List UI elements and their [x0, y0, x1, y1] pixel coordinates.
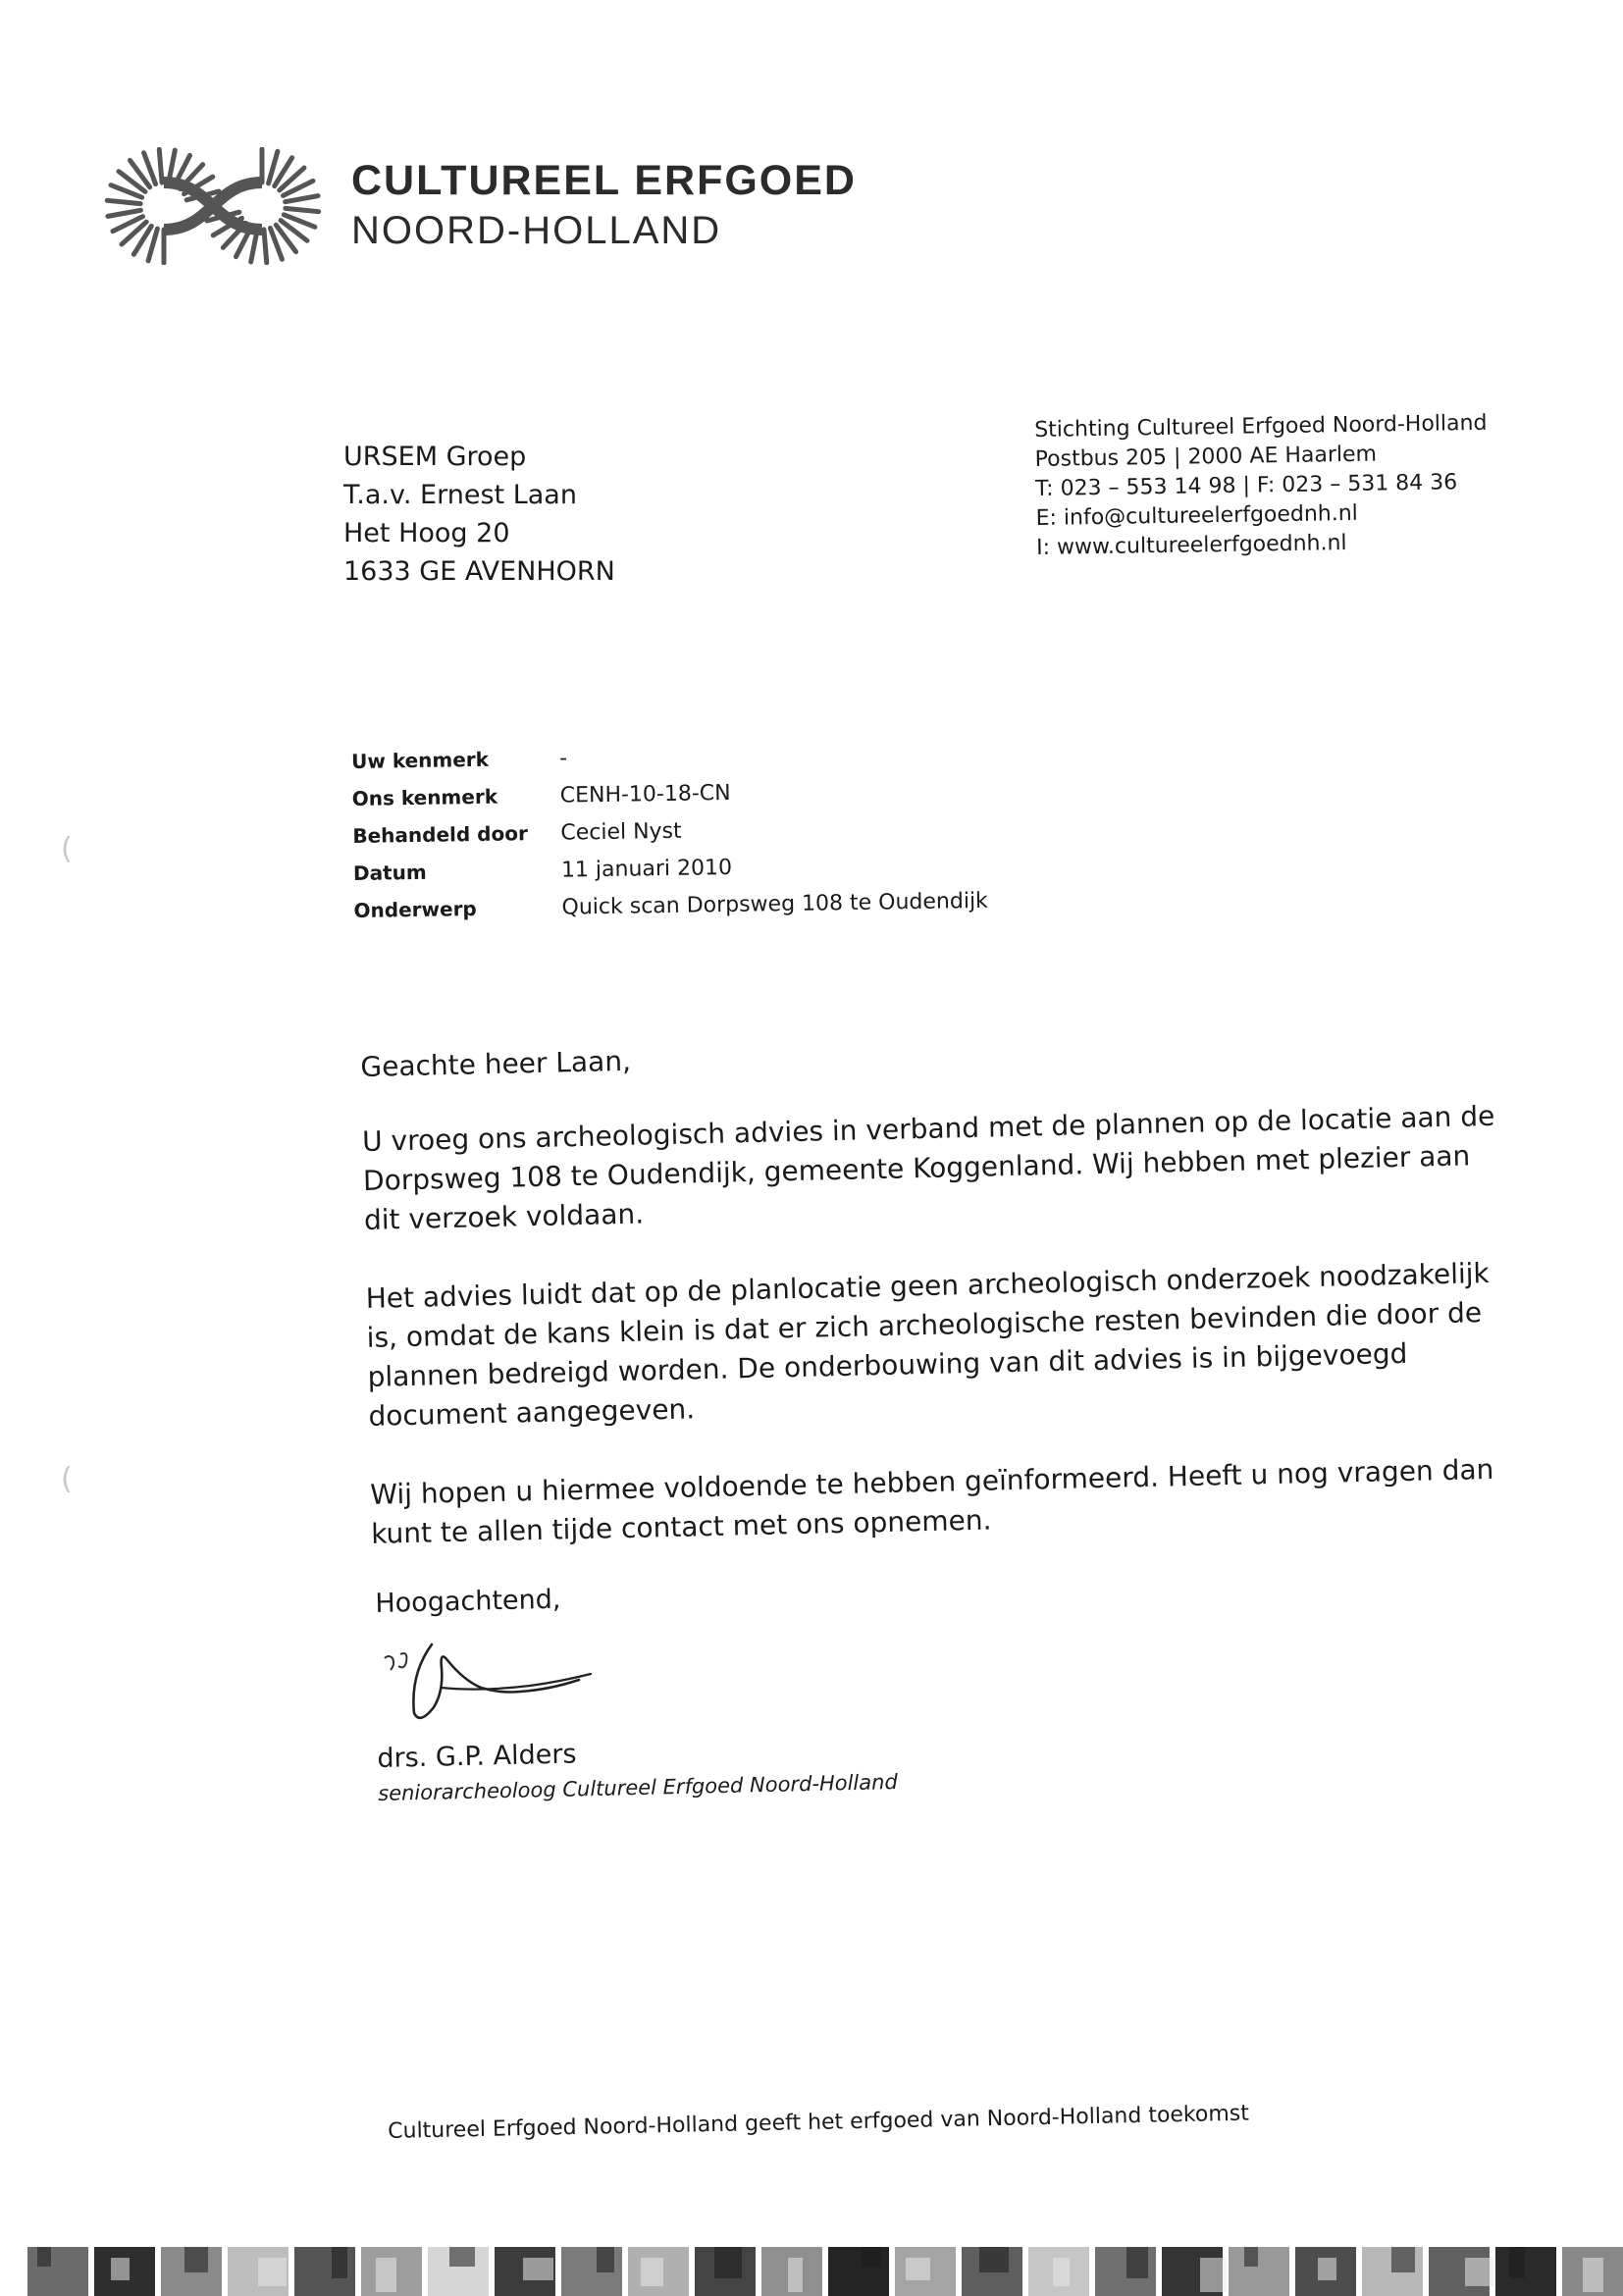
- photo-detail: [979, 2247, 1009, 2272]
- photo-thumbnail: [1495, 2247, 1556, 2296]
- letter-paragraph: U vroeg ons archeologisch advies in verband met de plannen op de locatie aan de Dorpsweg 108 te Oudendijk, gemeente Koggenland. Wij hebben met plezier aan dit verzoek voldaan.: [361, 1099, 1495, 1236]
- sender-line: T: 023 – 553 14 98 | F: 023 – 531 84 36: [1034, 470, 1458, 501]
- signer-title: seniorarcheoloog Cultureel Erfgoed Noord-Holland: [377, 1769, 899, 1805]
- organization-name-line2: NOORD-HOLLAND: [351, 209, 722, 252]
- logo-loop: [164, 183, 262, 230]
- sender-line: I: www.cultureelerfgoednh.nl: [1035, 531, 1347, 560]
- recipient-line: T.a.v. Ernest Laan: [343, 480, 577, 510]
- recipient-line: 1633 GE AVENHORN: [343, 556, 615, 587]
- scan-artifact: (: [61, 832, 73, 866]
- photo-detail: [862, 2247, 881, 2267]
- reference-value: 11 januari 2010: [560, 855, 733, 883]
- signer-name: drs. G.P. Alders: [377, 1739, 577, 1774]
- photo-detail: [1583, 2258, 1603, 2292]
- photo-detail: [523, 2258, 553, 2280]
- footer-tagline: Cultureel Erfgoed Noord-Holland geeft het erfgoed van Noord-Holland toekomst: [388, 2101, 1250, 2144]
- recipient-line: Het Hoog 20: [343, 518, 510, 548]
- reference-value: Ceciel Nyst: [560, 818, 682, 846]
- organization-logo-icon: [103, 147, 324, 265]
- recipient-address: [343, 438, 615, 591]
- reference-label: Uw kenmerk: [351, 747, 490, 773]
- photo-detail: [258, 2258, 287, 2286]
- letter-paragraph: Wij hopen u hiermee voldoende te hebben geïnformeerd. Heeft u nog vragen dan kunt te allen tijde contact met ons opnemen.: [369, 1452, 1494, 1550]
- photo-thumbnail: [1229, 2247, 1289, 2296]
- photo-detail: [1126, 2247, 1148, 2278]
- photo-detail: [449, 2247, 475, 2267]
- photo-detail: [1200, 2258, 1227, 2292]
- photo-thumbnail: [27, 2247, 88, 2296]
- photo-detail: [1053, 2258, 1070, 2286]
- photo-detail: [1244, 2247, 1258, 2267]
- letter-body: [360, 1022, 1510, 1593]
- letter-closing: Hoogachtend,: [375, 1584, 561, 1619]
- heritage-photo-strip-icon: [27, 2239, 1623, 2296]
- logo-ray: [286, 196, 318, 202]
- organization-name-line1: CULTUREEL ERFGOED: [351, 157, 857, 204]
- photo-detail: [376, 2258, 396, 2292]
- photo-detail: [1465, 2258, 1493, 2286]
- letter-greeting: Geachte heer Laan,: [360, 1044, 632, 1083]
- reference-table: [351, 740, 988, 936]
- photo-detail: [332, 2247, 347, 2278]
- sender-contact: [1034, 409, 1490, 563]
- reference-value: Quick scan Dorpsweg 108 te Oudendijk: [561, 888, 989, 920]
- handwritten-signature-icon: [373, 1637, 638, 1745]
- logo-ray: [264, 230, 267, 263]
- photo-detail: [641, 2258, 663, 2286]
- photo-detail: [714, 2247, 742, 2278]
- photo-detail: [906, 2258, 930, 2280]
- reference-label: Behandeld door: [352, 821, 529, 848]
- reference-label: Datum: [352, 860, 427, 885]
- logo-ray: [159, 149, 162, 183]
- sender-line: Stichting Cultureel Erfgoed Noord-Holland: [1034, 410, 1488, 443]
- recipient-line: URSEM Groep: [343, 442, 527, 472]
- sender-line: E: info@cultureelerfgoednh.nl: [1035, 500, 1359, 531]
- photo-detail: [1391, 2247, 1415, 2272]
- reference-label: Ons kenmerk: [351, 784, 498, 810]
- scan-artifact: (: [61, 1462, 73, 1496]
- photo-detail: [788, 2258, 803, 2292]
- reference-value: -: [558, 746, 568, 771]
- logo-ray: [107, 200, 140, 203]
- photo-detail: [1509, 2247, 1525, 2278]
- logo-ray: [108, 210, 140, 216]
- letter-paragraph: Het advies luidt dat op de planlocatie geen archeologisch onderzoek noodzakelijk is, omdat de kans klein is dat er zich archeologische resten bevinden die door de plannen bedreigd worden. De onderbouwing van dit advies is in bijgevoegd document aangegeven.: [365, 1256, 1491, 1433]
- photo-detail: [111, 2258, 130, 2280]
- photo-detail: [37, 2247, 51, 2267]
- signer-block: [377, 1729, 898, 1809]
- reference-label: Onderwerp: [353, 897, 477, 922]
- reference-value: CENH-10-18-CN: [559, 780, 731, 809]
- photo-detail: [184, 2247, 208, 2272]
- photo-detail: [1318, 2258, 1336, 2280]
- sender-line: Postbus 205 | 2000 AE Haarlem: [1034, 442, 1378, 472]
- photo-detail: [597, 2247, 614, 2272]
- logo-ray: [286, 208, 319, 211]
